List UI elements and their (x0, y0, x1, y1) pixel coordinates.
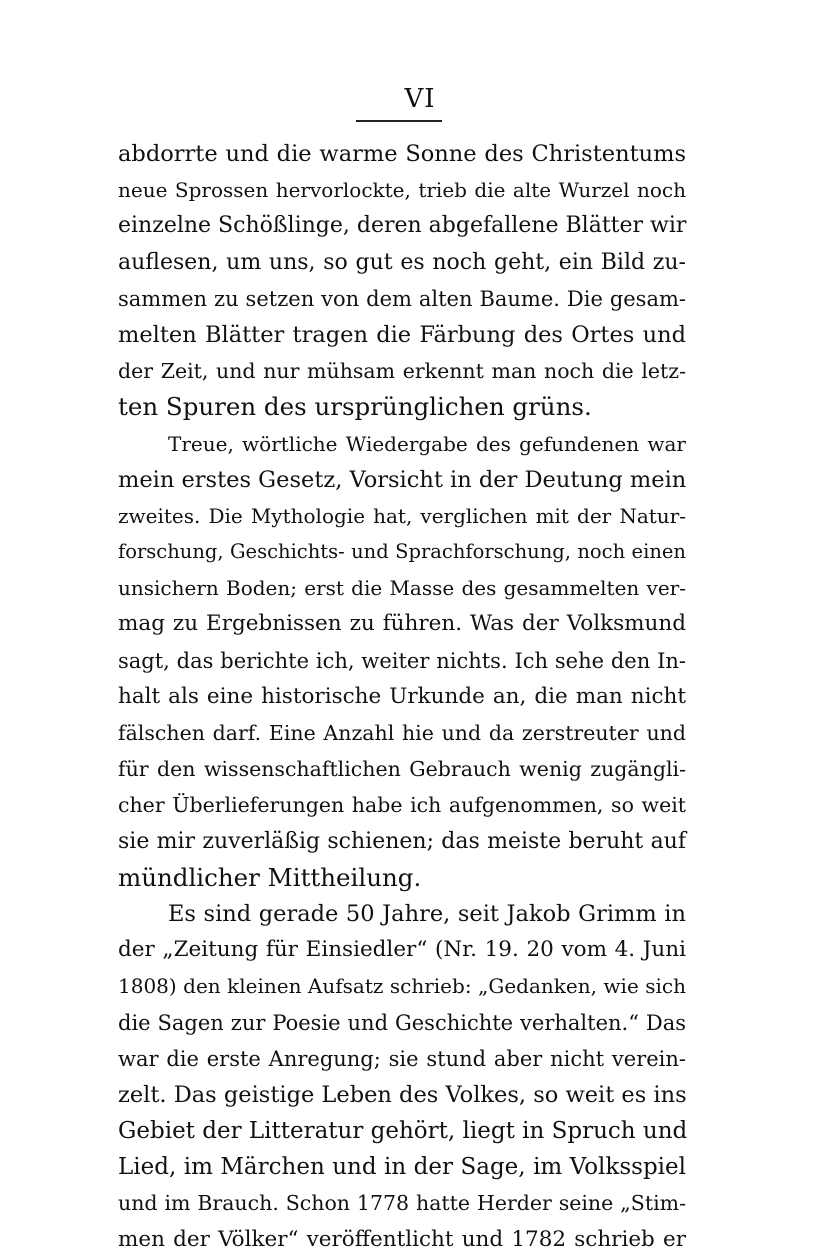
text-line: halt als eine historische Urkunde an, die man nicht (118, 683, 686, 709)
text-line: unsichern Boden; erst die Masse des gesammelten ver- (118, 576, 686, 601)
text-line: sagt, das berichte ich, weiter nichts. Ich sehe den In- (118, 648, 686, 673)
text-line: für den wissenschaftlichen Gebrauch wenig zugängli- (118, 757, 686, 782)
text-line: ten Spuren des ursprünglichen grüns. (118, 392, 592, 422)
text-line: sammen zu setzen von dem alten Baume. Die gesam- (118, 286, 686, 311)
text-line: cher Überlieferungen habe ich aufgenommen, so weit (118, 793, 686, 818)
text-line: war die erste Anregung; sie stund aber nicht verein- (118, 1046, 686, 1071)
text-line: mag zu Ergebnissen zu führen. Was der Volksmund (118, 611, 686, 637)
text-line: zweites. Die Mythologie hat, verglichen mit der Natur- (118, 503, 686, 528)
text-line: neue Sprossen hervorlockte, trieb die alte Wurzel noch (118, 178, 686, 203)
text-line: Treue, wörtliche Wiedergabe des gefundenen war (168, 431, 686, 456)
text-line: sie mir zuverläßig schienen; das meiste beruht auf (118, 828, 686, 854)
text-line: der „Zeitung für Einsiedler“ (Nr. 19. 20 vom 4. Juni (118, 937, 686, 963)
text-line: abdorrte und die warme Sonne des Christentums (118, 141, 686, 167)
text-line: 1808) den kleinen Aufsatz schrieb: „Gedanken, wie sich (118, 974, 686, 999)
text-line: Lied, im Märchen und in der Sage, im Volksspiel (118, 1154, 686, 1181)
page-number: VI (404, 84, 436, 114)
text-line: Gebiet der Litteratur gehört, liegt in Spruch und (118, 1118, 688, 1145)
text-line: der Zeit, und nur mühsam erkennt man noch die letz- (118, 359, 686, 384)
header-rule (356, 120, 442, 122)
text-line: mündlicher Mittheilung. (118, 862, 422, 892)
text-line: die Sagen zur Poesie und Geschichte verhalten.“ Das (118, 1010, 686, 1035)
text-line: zelt. Das geistige Leben des Volkes, so weit es ins (118, 1081, 687, 1108)
text-line: mein erstes Gesetz, Vorsicht in der Deutung mein (118, 466, 687, 493)
text-line: melten Blätter tragen die Färbung des Ortes und (118, 321, 686, 348)
paragraph (118, 896, 686, 1258)
text-line: forschung, Geschichts- und Sprachforschung, noch einen (118, 540, 686, 564)
paragraph (118, 136, 686, 426)
text-line: Es sind gerade 50 Jahre, seit Jakob Grimm in (168, 900, 686, 927)
text-line: auflesen, um uns, so gut es noch geht, ein Bild zu- (118, 249, 686, 275)
text-line: fälschen darf. Eine Anzahl hie und da zerstreuter und (118, 721, 686, 745)
text-line: einzelne Schößlinge, deren abgefallene Blätter wir (118, 213, 687, 239)
text-line: men der Völker“ veröffentlicht und 1782 schrieb er (118, 1226, 686, 1252)
text-block (118, 136, 686, 1258)
text-line: und im Brauch. Schon 1778 hatte Herder seine „Stim- (118, 1191, 686, 1216)
paragraph (118, 426, 686, 896)
